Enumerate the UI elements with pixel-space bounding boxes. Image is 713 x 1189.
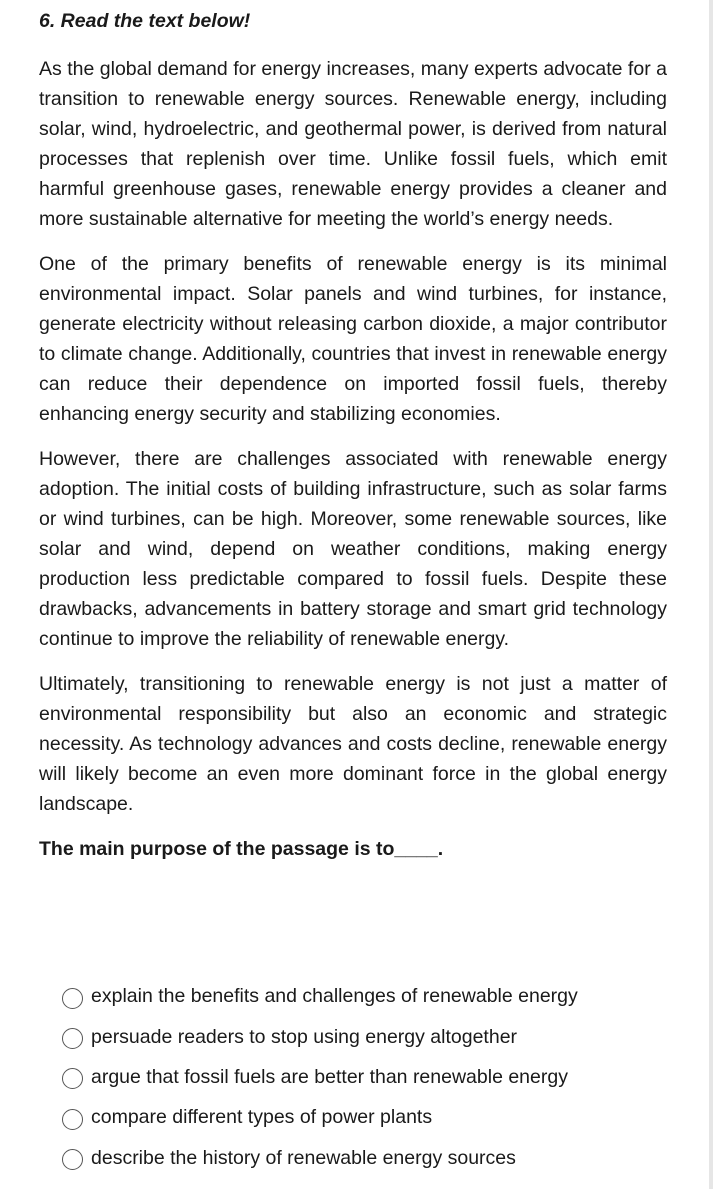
answer-options bbox=[62, 976, 702, 1178]
answer-option-label: argue that fossil fuels are better than renewable energy bbox=[91, 1065, 568, 1088]
answer-option-5[interactable] bbox=[62, 1138, 702, 1178]
question-title: 6. Read the text below! bbox=[39, 10, 251, 32]
passage-paragraph-3: However, there are challenges associated with renewable energy adoption. The initial costs of building infrastructure, such as solar farms or wind turbines, can be high. Moreover, some renewable sources, like solar and wind, depend on weather conditions, making energy production less predictable compared to fossil fuels. Despite these drawbacks, advancements in battery storage and smart grid technology continue to improve the reliability of renewable energy. bbox=[39, 448, 667, 650]
radio-button[interactable] bbox=[62, 1109, 83, 1130]
answer-option-2[interactable] bbox=[62, 1016, 702, 1056]
answer-option-label: compare different types of power plants bbox=[91, 1106, 433, 1129]
radio-button[interactable] bbox=[62, 988, 83, 1009]
answer-option-label: explain the benefits and challenges of renewable energy bbox=[91, 985, 578, 1008]
question-prompt: The main purpose of the passage is to____. bbox=[39, 838, 444, 860]
passage-paragraph-1: As the global demand for energy increases, many experts advocate for a transition to renewable energy sources. Renewable energy, including solar, wind, hydroelectric, and geothermal power, is derived from natural processes that replenish over time. Unlike fossil fuels, which emit harmful greenhouse gases, renewable energy provides a cleaner and more sustainable alternative for meeting the world’s energy needs. bbox=[39, 58, 667, 230]
answer-option-4[interactable] bbox=[62, 1097, 702, 1137]
question-content bbox=[39, 8, 667, 864]
passage-paragraph-4: Ultimately, transitioning to renewable energy is not just a matter of environmental responsibility but also an economic and strategic necessity. As technology advances and costs decline, renewable energy will likely become an even more dominant force in the global energy landscape. bbox=[39, 673, 667, 815]
passage-paragraph-2: One of the primary benefits of renewable energy is its minimal environmental impact. Solar panels and wind turbines, for instance, generate electricity without releasing carbon dioxide, a major contributor to climate change. Additionally, countries that invest in renewable energy can reduce their dependence on imported fossil fuels, thereby enhancing energy security and stabilizing economies. bbox=[39, 253, 667, 425]
scrollbar-track[interactable] bbox=[709, 0, 713, 1189]
answer-option-1[interactable] bbox=[62, 976, 702, 1016]
answer-option-label: describe the history of renewable energy sources bbox=[91, 1146, 516, 1169]
radio-button[interactable] bbox=[62, 1028, 83, 1049]
radio-button[interactable] bbox=[62, 1068, 83, 1089]
answer-option-label: persuade readers to stop using energy altogether bbox=[91, 1025, 518, 1048]
radio-button[interactable] bbox=[62, 1149, 83, 1170]
answer-option-3[interactable] bbox=[62, 1057, 702, 1097]
